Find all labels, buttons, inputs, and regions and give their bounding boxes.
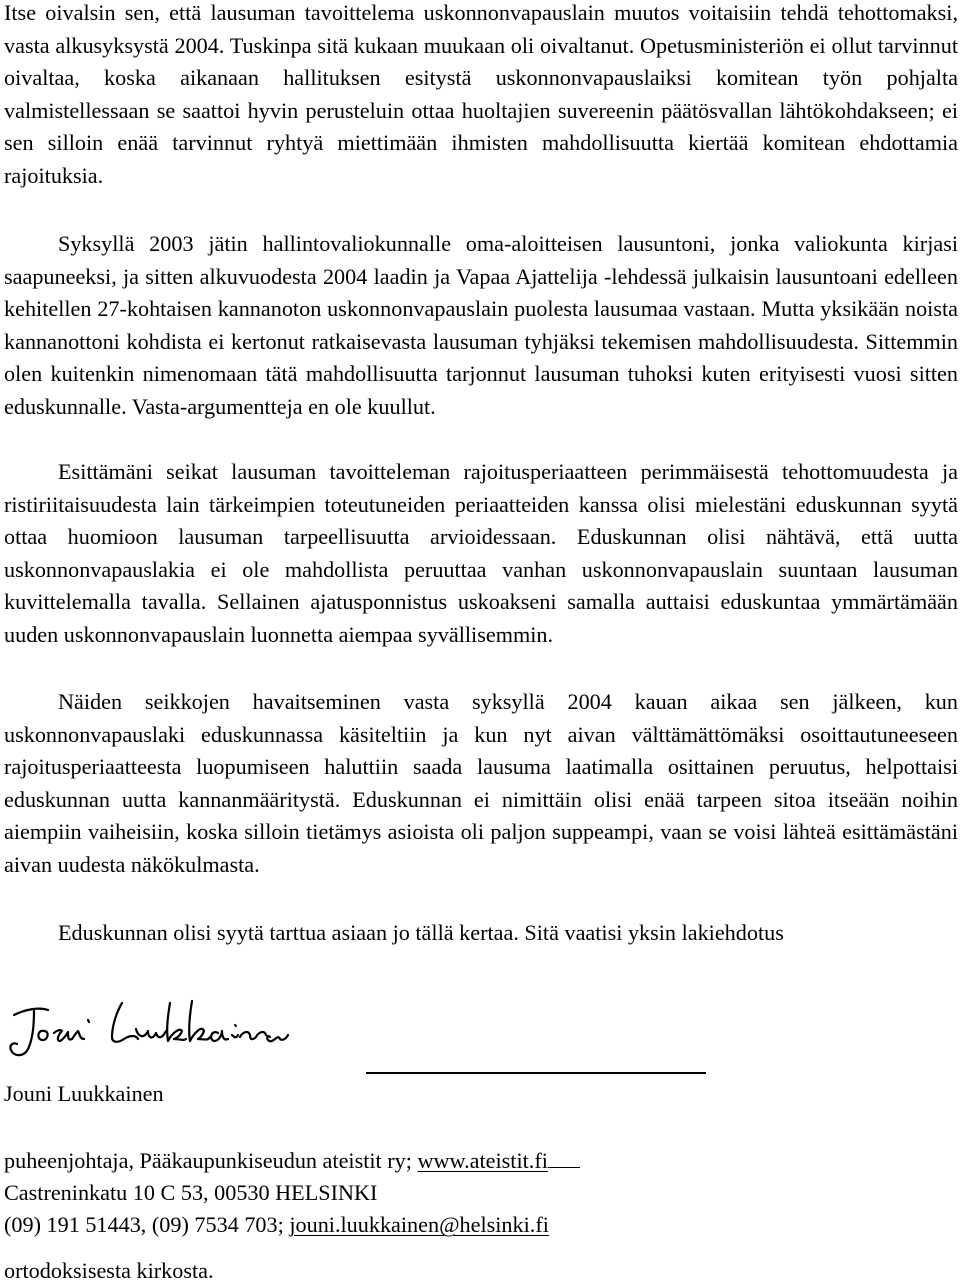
contact-phone-line: [4, 1209, 549, 1241]
closing-line: ortodoksisesta kirkosta.: [4, 1258, 214, 1283]
paragraph-4: Näiden seikkojen havaitseminen vasta syksyllä 2004 kauan aikaa sen jälkeen, kun uskonnonvapauslaki eduskunnassa käsiteltiin ja kun nyt aivan välttämättömäksi osoittautuneeseen rajoitusperiaatteesta luopumiseen haluttiin saada lausuma laatimalla osittainen peruutus, helpottaisi eduskunnan uutta kannanmääritystä. Eduskunnan ei nimittäin olisi enää tarpeen sitoa itseään noihin aiempiin vaiheisiin, koska silloin tietämys asioista oli paljon suppeampi, vaan se voisi lähteä esittämästäni aivan uudesta näkökulmasta.: [4, 689, 958, 877]
website-link[interactable]: www.ateistit.fi: [417, 1148, 548, 1173]
paragraph-2: Syksyllä 2003 jätin hallintovaliokunnalle oma-aloitteisen lausuntoni, jonka valiokunta kirjasi saapuneeksi, ja sitten alkuvuodesta 2004 laadin ja Vapaa Ajattelija -lehdessä julkaisin lausuntoani edelleen kehitellen 27-kohtaisen kannanoton uskonnonvapauslain puolesta lausumaa vastaan. Mutta yksikään noista kannanottoni kohdista ei kertonut ratkaisevasta lausuman tyhjäksi tekemisen mahdollisuudesta. Sittemmin olen kuitenkin nimenomaan tätä mahdollisuutta tarjonnut lausuman tuhoksi kuten erityisesti vuosi sitten eduskunnalle. Vasta-argumentteja en ole kuullut.: [4, 231, 958, 419]
paragraph-1: Itse oivalsin sen, että lausuman tavoittelema uskonnonvapauslain muutos voitaisiin tehdä tehottomaksi, vasta alkusyksystä 2004. Tuskinpa sitä kukaan muukaan oli oivaltanut. Opetusministeriön ei ollut tarvinnut oivaltaa, koska aikanaan hallituksen esitystä uskonnonvapauslaiksi komitean työn pohjalta valmistellessaan se saattoi hyvin perusteluin ottaa huoltajien suvereenin päätösvallan lähtökohdakseen; ei sen silloin enää tarvinnut ryhtyä miettimään ihmisten mahdollisuutta kiertää komitean ehdottamia rajoituksia.: [4, 0, 958, 188]
contact-address: Castreninkatu 10 C 53, 00530 HELSINKI: [4, 1180, 378, 1205]
email-link[interactable]: jouni.luukkainen@helsinki.fi: [289, 1212, 549, 1237]
author-role: puheenjohtaja, Pääkaupunkiseudun ateistit ry;: [4, 1148, 418, 1173]
paragraph-5: Eduskunnan olisi syytä tarttua asiaan jo tällä kertaa. Sitä vaatisi yksin lakiehdotus: [58, 920, 784, 945]
handwritten-signature: [4, 995, 294, 1061]
contact-affiliation-line: [4, 1145, 580, 1177]
link-underline-trail: [548, 1147, 580, 1168]
phone-numbers: (09) 191 51443, (09) 7534 703;: [4, 1212, 290, 1237]
paragraph-3: Esittämäni seikat lausuman tavoitteleman rajoitusperiaatteen perimmäisestä tehottomuudesta ja ristiriitaisuudesta lain tärkeimpien toteutuneiden periaatteiden kanssa olisi mielestäni eduskunnan syytä ottaa huomioon lausuman tarpeellisuutta arvioidessaan. Eduskunnan olisi nähtävä, että uutta uskonnonvapauslakia ei ole mahdollista peruuttaa vanhan uskonnonvapauslain suuntaan lausuman kuvittelemalla tavalla. Sellainen ajatusponnistus uskoakseni samalla auttaisi eduskuntaa ymmärtämään uuden uskonnonvapauslain luonnetta aiempaa syvällisemmin.: [4, 459, 958, 647]
author-name: Jouni Luukkainen: [4, 1081, 164, 1106]
signature-line: [366, 1072, 706, 1074]
